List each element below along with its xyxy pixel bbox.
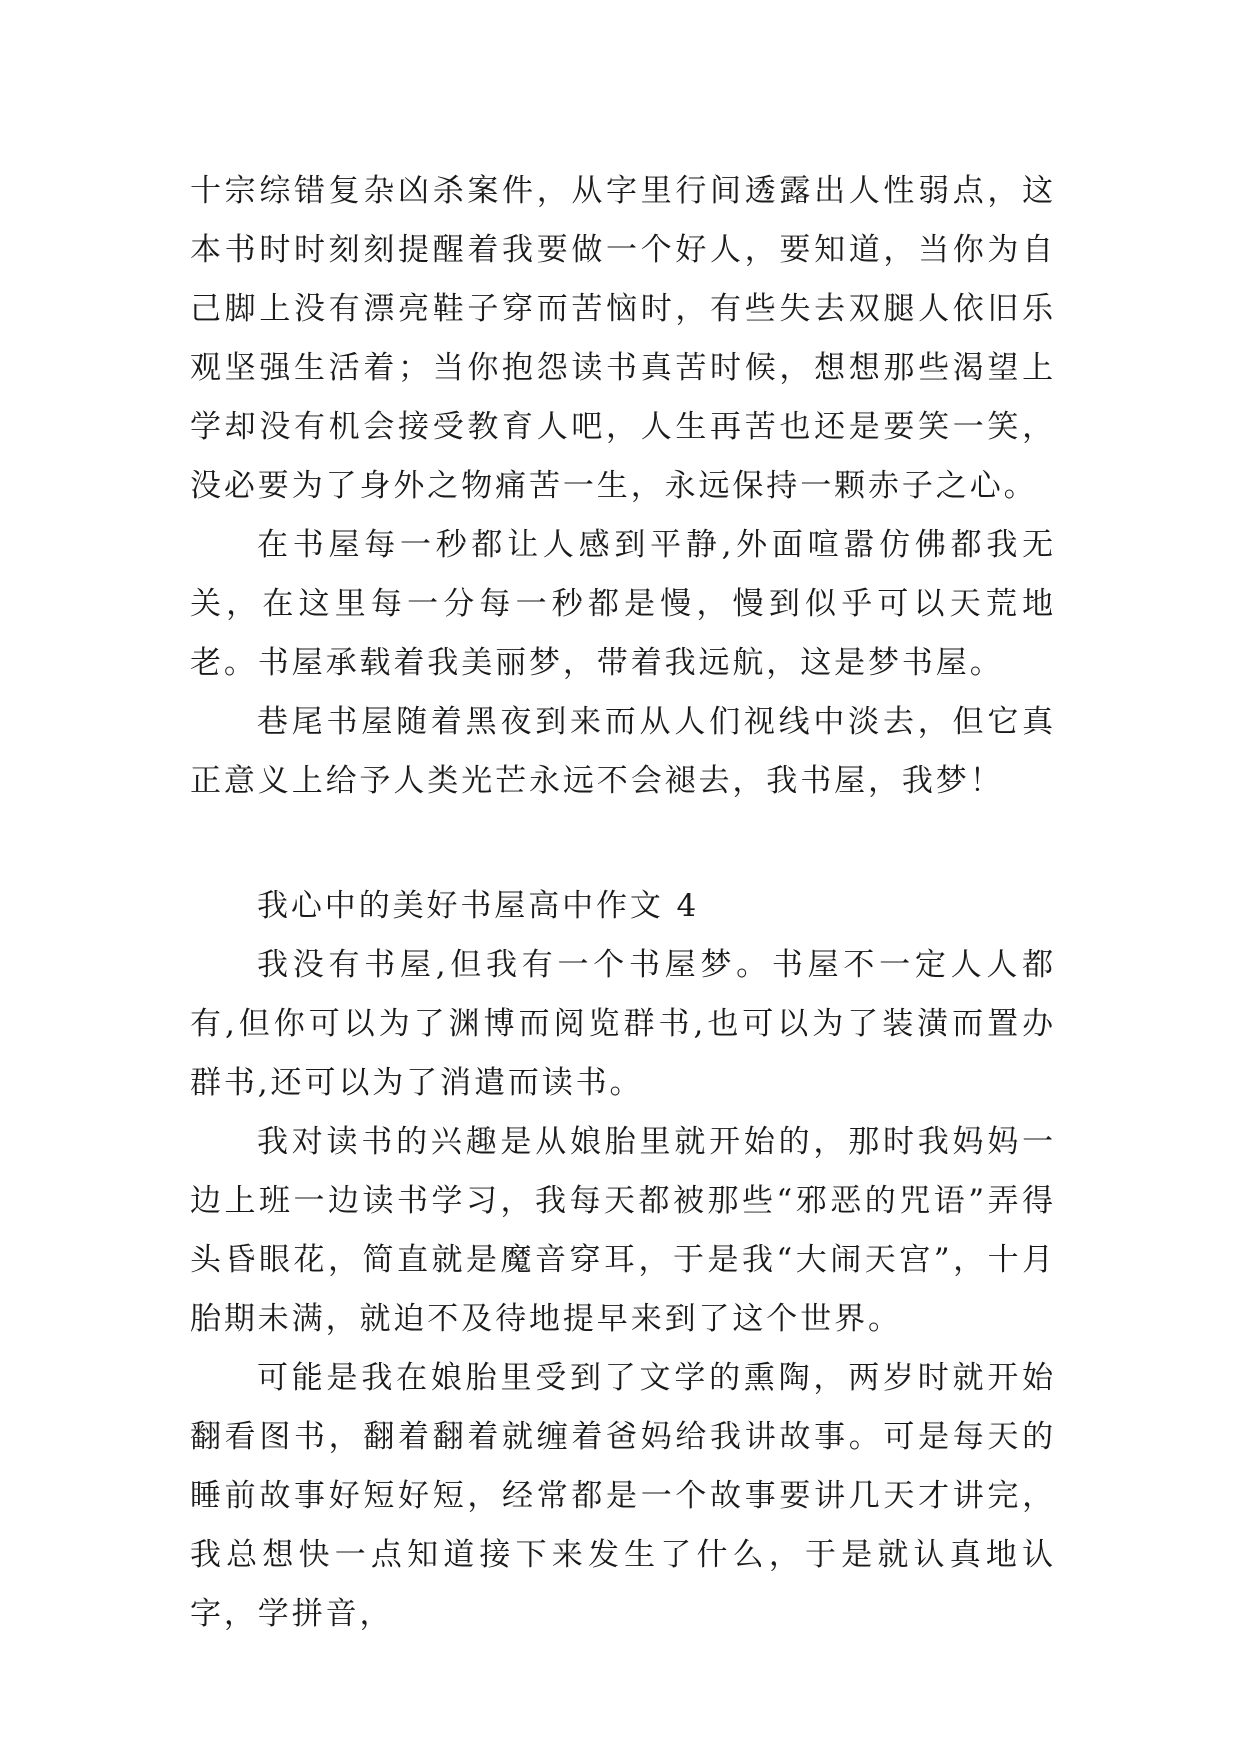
paragraph-interest: 我对读书的兴趣是从娘胎里就开始的，那时我妈妈一边上班一边读书学习，我每天都被那些“邪恶的咒语”弄得头昏眼花，简直就是魔音穿耳，于是我“大闹天宫”，十月胎期未满，就迫不及待地提早来到了这个世界。 [190, 1124, 1056, 1337]
paragraph-bookhouse-light: 巷尾书屋随着黑夜到来而从人们视线中淡去，但它真正意义上给予人类光芒永远不会褪去，我书屋，我梦！ [190, 704, 1056, 799]
paragraph-continuation: 十宗综错复杂凶杀案件，从字里行间透露出人性弱点，这本书时时刻刻提醒着我要做一个好人，要知道，当你为自己脚上没有漂亮鞋子穿而苦恼时，有些失去双腿人依旧乐观坚强生活着；当你抱怨读书真苦时候，想想那些渴望上学却没有机会接受教育人吧，人生再苦也还是要笑一笑，没必要为了身外之物痛苦一生，永远保持一颗赤子之心。 [190, 173, 1056, 504]
essay-heading: 我心中的美好书屋高中作文 4 [257, 888, 700, 924]
paragraph-childhood: 可能是我在娘胎里受到了文学的熏陶，两岁时就开始翻看图书，翻着翻着就缠着爸妈给我讲故事。可是每天的睡前故事好短好短，经常都是一个故事要讲几天才讲完，我总想快一点知道接下来发生了什么，于是就认真地认字，学拼音， [190, 1360, 1056, 1632]
paragraph-dream: 我没有书屋,但我有一个书屋梦。书屋不一定人人都有,但你可以为了渊博而阅览群书,也可以为了装潢而置办群书,还可以为了消遣而读书。 [190, 947, 1056, 1101]
paragraph-bookhouse-calm: 在书屋每一秒都让人感到平静,外面喧嚣仿佛都我无关，在这里每一分每一秒都是慢，慢到似乎可以天荒地老。书屋承载着我美丽梦，带着我远航，这是梦书屋。 [190, 527, 1056, 681]
document-page [190, 162, 1056, 1644]
